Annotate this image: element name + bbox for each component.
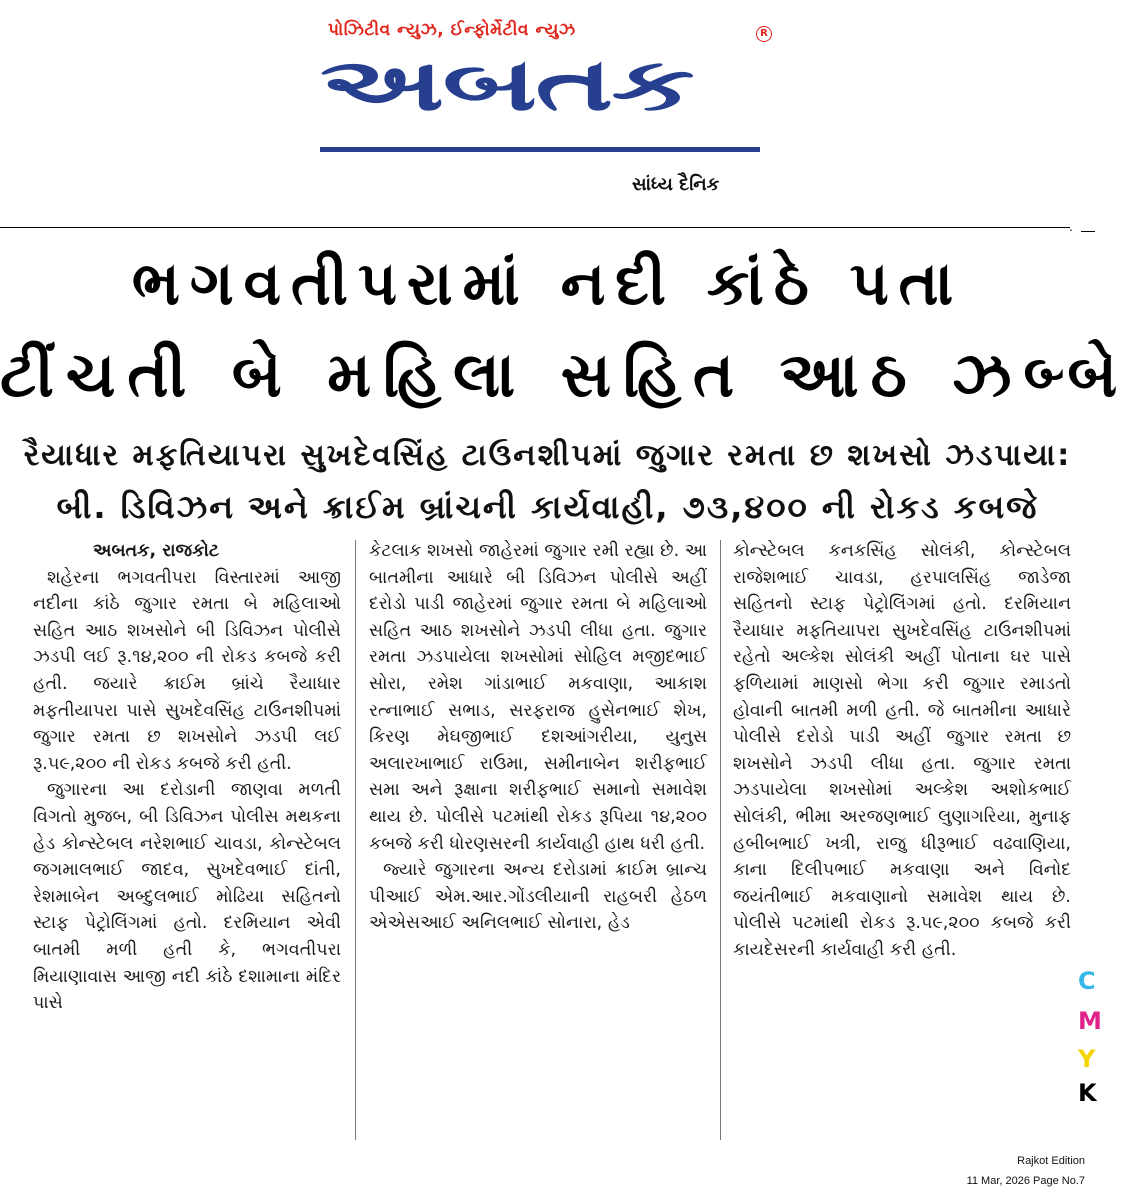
masthead-tagline: પોઝિટીવ ન્યુઝ, ઈન્ફોર્મેટીવ ન્યુઝ	[328, 20, 576, 40]
crop-mark	[1081, 231, 1095, 232]
top-divider	[0, 227, 1070, 228]
headline-line-1: ભગવતીપરામાં નદી કાંઠે પતા	[131, 249, 964, 319]
paragraph: કેટલાક શખસો જાહેરમાં જુગાર રમી રહ્યા છે. આ બાતમીના આધારે બી ડિવિઝન પોલીસે અહીં દરોડો પાડી જાહેરમાં જુગાર રમતા બે મહિલાઓ સહિત આઠ શખસોને ઝડપી લીધા હતા. જુગાર રમતા ઝડપાયેલા શખસોમાં સોહિલ મજીદભાઈ સોરા, રમેશ ગાંડાભાઈ મકવાણા, આકાશ રત્નાભાઈ સભાડ, સરફરાજ હુસેનભાઈ શેખ, કિરણ મેઘજીભાઈ દશઆંગરીયા, યુનુસ અલારખાભાઈ રાઉમા, સમીનાબેન શરીફભાઈ સમા અને રૂક્ષાના શરીફભાઈ સમાનો સમાવેશ થાય છે. પોલીસે પટમાંથી રોકડ રૂપિયા ૧૪,૨૦૦ કબજે કરી ધોરણસરની કાર્યવાહી હાથ ધરી હતી.	[369, 541, 707, 854]
magenta-print-mark: M	[1078, 1007, 1102, 1035]
paragraph: જ્યારે જુગારના અન્ય દરોડામાં ક્રાઈમ બ્રાન્ચ પીઆઈ એમ.આર.ગોંડલીયાની રાહબરી હેઠળ એએસઆઈ અનિલભાઈ સોનારા, હેડ	[369, 860, 707, 934]
masthead	[320, 20, 780, 200]
paragraph: કોન્સ્ટેબલ કનકસિંહ સોલંકી, કોન્સ્ટેબલ રાજેશભાઈ ચાવડા, હરપાલસિંહ જાડેજા સહિતનો સ્ટાફ પેટ્રોલિંગમાં હતો. દરમિયાન રૈયાધાર મફતિયાપરા સુખદેવસિંહ ટાઉનશીપમાં રહેતો અલ્કેશ સોલંકી અહીં પોતાના ઘર પાસે ફળિયામાં માણસો ભેગા કરી જુગાર રમાડતો હોવાની બાતમી મળી હતી. જે બાતમીના આધારે પોલીસે દરોડો પાડી અહીં જુગાર રમતા છ શખસોને ઝડપી લીધા હતા. જુગાર રમતા ઝડપાયેલા શખસોમાં અલ્કેશ અશોકભાઈ સોલંકી, ભીમા અરજણભાઈ લુણાગરિયા, મુનાફ હબીબભાઈ ખત્રી, રાજુ ધીરૂભાઈ વઢવાણિયા, કાના દિલીપભાઈ મકવાણા અને વિનોદ જયંતીભાઈ મકવાણાનો સમાવેશ થાય છે. પોલીસે પટમાંથી રોકડ રૂ.૫૯,૨૦૦ કબજે કરી કાયદેસરની કાર્યવાહી કરી હતી.	[733, 541, 1071, 960]
date-page-label: 11 Mar, 2026 Page No.7	[966, 1175, 1085, 1187]
paragraph: શહેરના ભગવતીપરા વિસ્તારમાં આજી નદીના કાંઠે જુગાર રમતા બે મહિલાઓ સહિત આઠ શખસોને બી ડિવિઝન પોલીસે ઝડપી લઈ રૂ.૧૪,૨૦૦ ની રોકડ કબજે કરી હતી. જયારે ક્રાઈમ બ્રાંચે રૈયાધાર મફતીયાપરા પાસે સુખદેવસિંહ ટાઉનશીપમાં જુગાર રમતા છ શખસોને ઝડપી લઈ રૂ.૫૯,૨૦૦ ની રોકડ કબજે કરી હતી.	[33, 567, 341, 774]
subheadline-line-2: બી. ડિવિઝન અને ક્રાઈમ બ્રાંચની કાર્યવાહી, ૭૩,૪૦૦ ની રોકડ કબજે	[56, 488, 1039, 526]
column-divider	[355, 540, 356, 1140]
black-print-mark: K	[1078, 1079, 1097, 1107]
paragraph: જુગારના આ દરોડાની જાણવા મળતી વિગતો મુજબ, બી ડિવિઝન પોલીસ મથકના હેડ કોન્સ્ટેબલ નરેશભાઈ ચાવડા, કોન્સ્ટેબલ જગમાલભાઈ જાદવ, સુખદેવભાઈ દાંતી, રેશમાબેન અબ્દુલભાઈ મોઢિયા સહિતનો સ્ટાફ પેટ્રોલિંગમાં હતો. દરમિયાન એવી બાતમી મળી હતી કે, ભગવતીપરા મિયાણાવાસ આજી નદી કાંઠે દશામાના મંદિર પાસે	[33, 780, 341, 1014]
divider-end-mark: .	[1069, 220, 1073, 234]
edition-label: Rajkot Edition	[1017, 1155, 1085, 1167]
edition-type: સાંધ્ય દૈનિક	[632, 174, 720, 195]
logo-underline	[320, 147, 760, 152]
registered-mark-icon: R	[756, 26, 772, 42]
newspaper-logo: અબતક	[320, 41, 693, 128]
cyan-print-mark: C	[1078, 967, 1096, 995]
article-column-3	[733, 538, 1071, 964]
yellow-print-mark: Y	[1078, 1045, 1096, 1073]
subheadline-line-1: રૈયાધાર મફતિયાપરા સુખદેવસિંહ ટાઉનશીપમાં જુગાર રમતા છ શખસો ઝડપાયા:	[23, 438, 1072, 473]
dateline: અબતક, રાજકોટ	[93, 541, 220, 561]
column-divider	[720, 540, 721, 1140]
article-column-2	[369, 538, 707, 937]
article-column-1	[33, 538, 341, 1017]
headline-line-2: ટીંચતી બે મહિલા સહિત આઠ ઝબ્બે	[0, 338, 1129, 411]
